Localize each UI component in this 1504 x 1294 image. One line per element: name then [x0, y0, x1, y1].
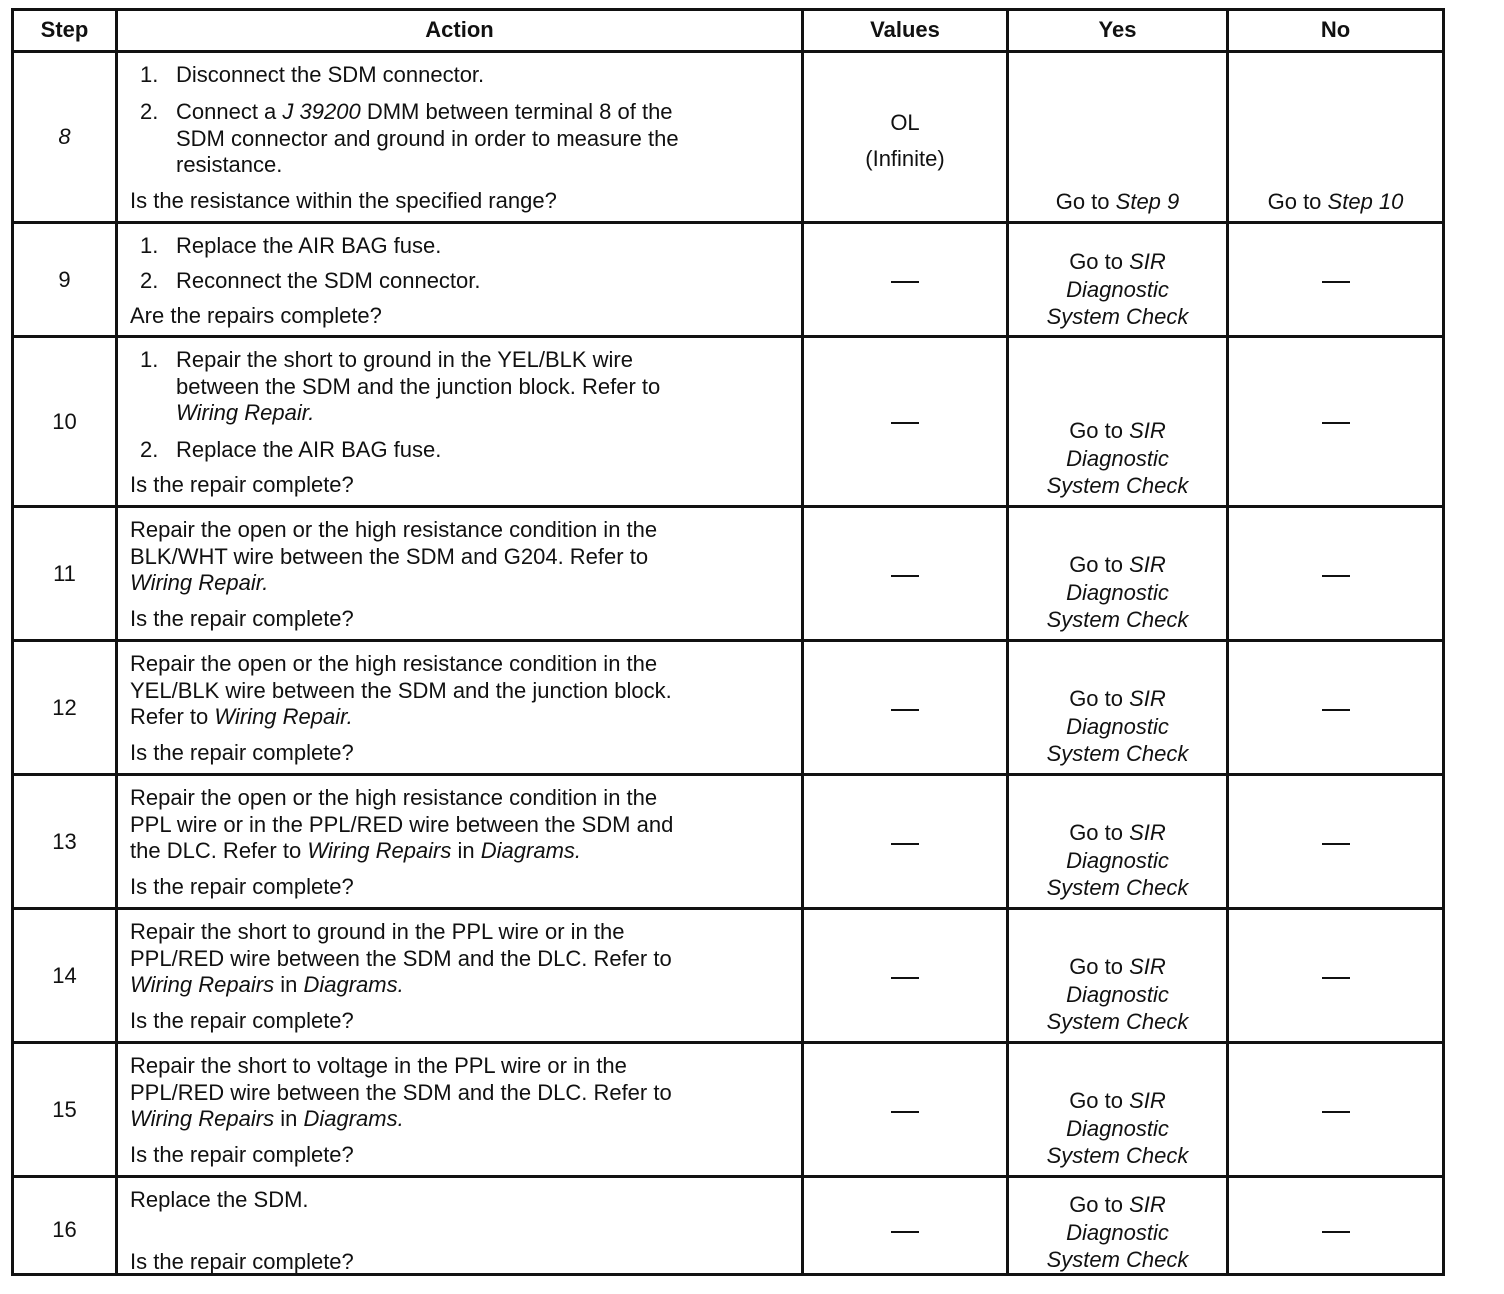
action-line: PPL/RED wire between the SDM and the DLC. Refer to	[130, 1080, 672, 1105]
action-line: Refer to Wiring Repair.	[130, 704, 353, 729]
question: Are the repairs complete?	[130, 303, 382, 328]
goto-step-10: Go to Step 10	[1267, 189, 1404, 214]
values-cell	[804, 53, 1009, 221]
action-line: resistance.	[176, 152, 283, 177]
action-line: Repair the short to ground in the YEL/BLK wire	[176, 347, 633, 372]
step-number: 11	[53, 561, 76, 586]
goto-sir-check: Go to SIR Diagnostic System Check	[1046, 418, 1189, 498]
no-dash	[1322, 281, 1350, 283]
action-line: Repair the open or the high resistance condition in the	[130, 517, 658, 542]
action-line: Replace the SDM.	[130, 1187, 309, 1212]
no-dash	[1322, 843, 1350, 845]
no-value-dash	[891, 1231, 919, 1233]
action-line: Connect a J 39200 DMM between terminal 8 of the	[176, 99, 673, 124]
table-row-step-9	[14, 224, 1442, 338]
yes-cell	[1009, 53, 1229, 221]
header-yes: Yes	[1009, 11, 1229, 50]
header-step: Step	[14, 11, 118, 50]
table-row-step-12	[14, 642, 1442, 776]
no-cell	[1229, 53, 1442, 221]
action-line: Repair the short to ground in the PPL wire or in the	[130, 919, 625, 944]
no-dash	[1322, 709, 1350, 711]
action-cell	[118, 1044, 804, 1175]
goto-sir-check: Go to SIR Diagnostic System Check	[1046, 1088, 1189, 1168]
list-number: 2.	[140, 437, 159, 462]
action-line: Reconnect the SDM connector.	[176, 268, 481, 293]
action-cell	[118, 776, 804, 907]
value-infinite: (Infinite)	[865, 146, 945, 171]
list-number: 1.	[140, 62, 159, 87]
no-dash	[1322, 1231, 1350, 1233]
action-line: Repair the open or the high resistance condition in the	[130, 651, 658, 676]
header-no: No	[1320, 17, 1351, 42]
goto-sir-check: Go to SIR Diagnostic System Check	[1046, 1192, 1189, 1272]
table-row-step-10	[14, 338, 1442, 508]
question: Is the repair complete?	[130, 740, 354, 765]
table-row-step-13	[14, 776, 1442, 910]
no-value-dash	[891, 575, 919, 577]
action-cell	[118, 1178, 804, 1273]
action-cell	[118, 508, 804, 639]
action-line: Replace the AIR BAG fuse.	[176, 233, 442, 258]
action-line: PPL/RED wire between the SDM and the DLC. Refer to	[130, 946, 672, 971]
step-number: 14	[52, 963, 77, 988]
goto-step-9: Go to Step 9	[1055, 189, 1180, 214]
step-number: 12	[52, 695, 77, 720]
no-dash	[1322, 575, 1350, 577]
action-cell	[118, 224, 804, 335]
action-cell	[118, 53, 804, 221]
goto-sir-check: Go to SIR Diagnostic System Check	[1046, 954, 1189, 1034]
step-number: 16	[52, 1217, 77, 1242]
table-row-step-16	[14, 1178, 1442, 1273]
action-line: BLK/WHT wire between the SDM and G204. Refer to	[130, 544, 649, 569]
header-values: Values	[804, 11, 1009, 50]
action-line: between the SDM and the junction block. Refer to	[176, 374, 661, 399]
goto-sir-check: Go to SIR Diagnostic System Check	[1046, 686, 1189, 766]
goto-sir-check: Go to SIR Diagnostic System Check	[1046, 552, 1189, 632]
action-line: PPL wire or in the PPL/RED wire between the SDM and	[130, 812, 674, 837]
step-number: 15	[52, 1097, 77, 1122]
step-number: 13	[52, 829, 77, 854]
header-action: Action	[118, 11, 804, 50]
action-line: the DLC. Refer to Wiring Repairs in Diagrams.	[130, 838, 582, 863]
action-line: YEL/BLK wire between the SDM and the junction block.	[130, 678, 672, 703]
no-dash	[1322, 977, 1350, 979]
diagnostic-table	[11, 8, 1445, 1276]
step-number: 9	[58, 267, 71, 292]
goto-sir-check: Go to SIR Diagnostic System Check	[1046, 249, 1189, 329]
step-number: 8	[58, 124, 71, 149]
question: Is the repair complete?	[130, 1249, 354, 1274]
action-line: Wiring Repair.	[176, 400, 315, 425]
action-line: Wiring Repairs in Diagrams.	[130, 972, 404, 997]
action-line: Wiring Repairs in Diagrams.	[130, 1106, 404, 1131]
action-cell	[118, 910, 804, 1041]
question: Is the repair complete?	[130, 1008, 354, 1033]
step-number: 10	[52, 409, 77, 434]
list-number: 2.	[140, 99, 159, 124]
table-row-step-8	[14, 53, 1442, 224]
action-line: Repair the open or the high resistance condition in the	[130, 785, 658, 810]
header-row	[14, 11, 1442, 53]
no-dash	[1322, 1111, 1350, 1113]
table-row-step-15	[14, 1044, 1442, 1178]
action-cell	[118, 642, 804, 773]
list-number: 1.	[140, 347, 159, 372]
no-dash	[1322, 422, 1350, 424]
action-line: Disconnect the SDM connector.	[176, 62, 485, 87]
no-value-dash	[891, 977, 919, 979]
question: Is the repair complete?	[130, 874, 354, 899]
action-cell	[118, 338, 804, 505]
no-value-dash	[891, 709, 919, 711]
action-line: Wiring Repair.	[130, 570, 269, 595]
no-value-dash	[891, 843, 919, 845]
goto-sir-check: Go to SIR Diagnostic System Check	[1046, 820, 1189, 900]
list-number: 2.	[140, 268, 159, 293]
list-number: 1.	[140, 233, 159, 258]
table-row-step-14	[14, 910, 1442, 1044]
action-line: Replace the AIR BAG fuse.	[176, 437, 442, 462]
no-value-dash	[891, 422, 919, 424]
action-line: Repair the short to voltage in the PPL wire or in the	[130, 1053, 627, 1078]
question: Is the repair complete?	[130, 606, 354, 631]
no-value-dash	[891, 281, 919, 283]
value-ol: OL	[890, 110, 920, 135]
action-line: SDM connector and ground in order to measure the	[176, 126, 679, 151]
question: Is the repair complete?	[130, 472, 354, 497]
question: Is the repair complete?	[130, 1142, 354, 1167]
no-value-dash	[891, 1111, 919, 1113]
question: Is the resistance within the specified range?	[130, 188, 557, 213]
table-row-step-11	[14, 508, 1442, 642]
